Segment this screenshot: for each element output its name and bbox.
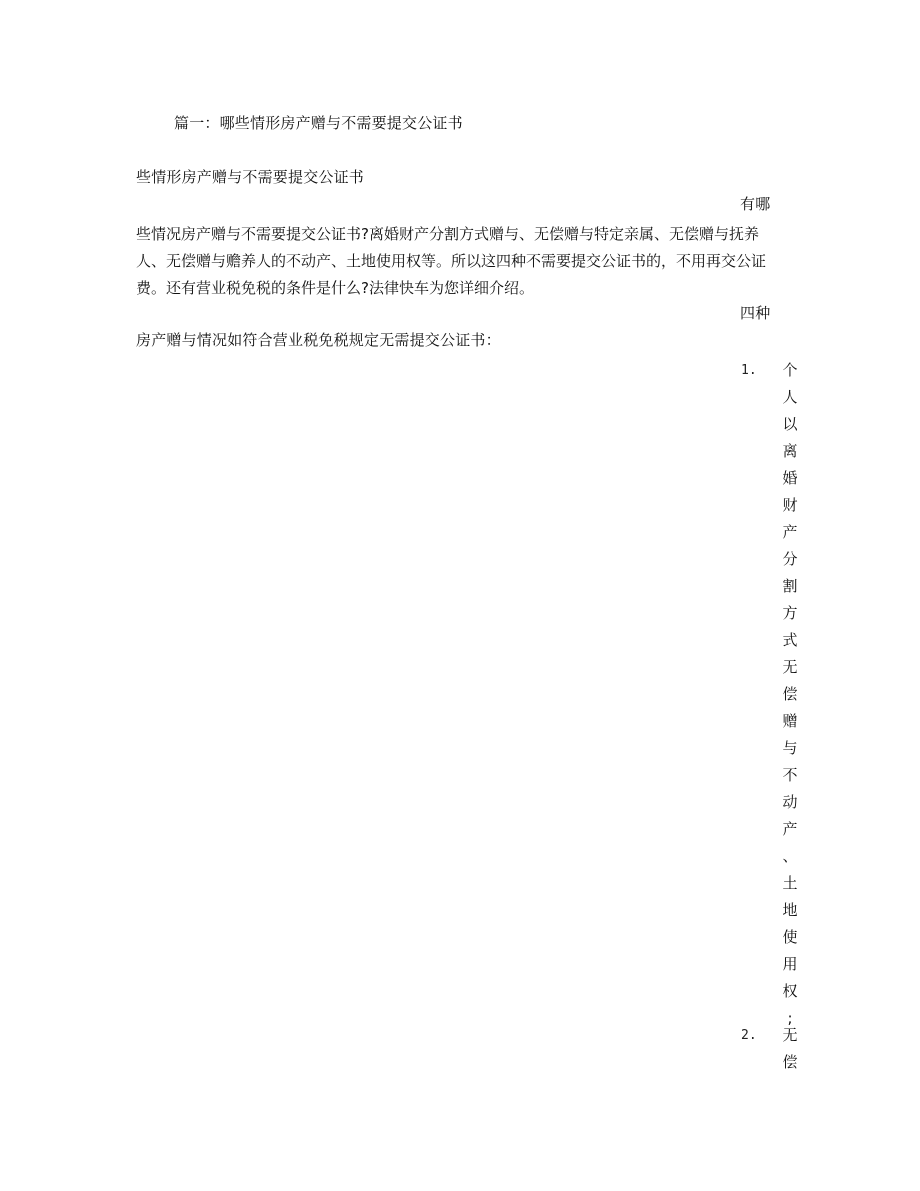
document-title: 篇一：哪些情形房产赠与不需要提交公证书 [174, 114, 463, 132]
vertical-char: 人 [782, 388, 798, 406]
text-fragment-1: 有哪 [740, 195, 771, 213]
list-item-2-vertical-text [780, 1022, 800, 1076]
vertical-char: 割 [782, 577, 798, 595]
vertical-char: 方 [782, 604, 798, 622]
vertical-char: 使 [782, 928, 798, 946]
vertical-char: 动 [782, 793, 798, 811]
vertical-char: 、 [782, 847, 798, 865]
list-item-number-1: 1. [741, 363, 757, 378]
vertical-char: 产 [782, 523, 798, 541]
list-item-number-2: 2. [741, 1028, 757, 1043]
lead-sentence: 房产赠与情况如符合营业税免税规定无需提交公证书： [136, 331, 501, 349]
vertical-char: 婚 [782, 469, 798, 487]
vertical-char: 偿 [782, 1053, 798, 1071]
vertical-char: 个 [782, 361, 798, 379]
vertical-char: 偿 [782, 685, 798, 703]
vertical-char: 无 [782, 658, 798, 676]
vertical-char: 财 [782, 496, 798, 514]
vertical-char: 与 [782, 739, 798, 757]
vertical-char: 不 [782, 766, 798, 784]
list-item-1-vertical-text [780, 357, 800, 1032]
text-fragment-2: 四种 [740, 304, 771, 322]
vertical-char: 产 [782, 820, 798, 838]
vertical-char: 分 [782, 550, 798, 568]
vertical-char: 以 [782, 415, 798, 433]
vertical-char: 离 [782, 442, 798, 460]
vertical-char: 权 [782, 982, 798, 1000]
vertical-char: 用 [782, 955, 798, 973]
vertical-char: 式 [782, 631, 798, 649]
body-paragraph: 些情况房产赠与不需要提交公证书?离婚财产分割方式赠与、无偿赠与特定亲属、无偿赠与抚养人、无偿赠与赡养人的不动产、土地使用权等。所以这四种不需要提交公证书的，不用再交公证费。还有营业税免税的条件是什么?法律快车为您详细介绍。 [136, 225, 767, 297]
vertical-char: ; [787, 1009, 793, 1027]
vertical-char: 无 [782, 1026, 798, 1044]
vertical-char: 土 [782, 874, 798, 892]
vertical-char: 地 [782, 901, 798, 919]
document-subtitle: 些情形房产赠与不需要提交公证书 [136, 168, 365, 186]
vertical-char: 赠 [782, 712, 798, 730]
